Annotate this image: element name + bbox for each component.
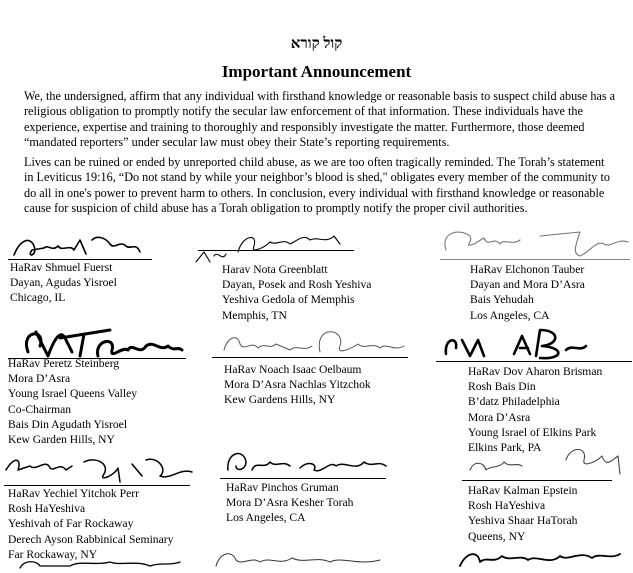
signatory-line: Mora D’Asra Kesher Torah: [226, 496, 354, 510]
signatory-line: Young Israel Queens Valley: [8, 387, 138, 401]
signatory-name: HaRav Peretz Steinberg: [8, 357, 120, 370]
signatory-block: [226, 480, 353, 526]
signatory-line: Young Israel of Elkins Park: [468, 425, 597, 439]
signatory-line: Bais Yehudah: [470, 293, 534, 307]
signatory-line: Co-Chairman: [8, 402, 72, 416]
signatory-line: Chicago, IL: [10, 291, 66, 305]
signatory-block: [8, 486, 173, 562]
signatory-line: Yeshivah of Far Rockaway: [8, 517, 134, 531]
signatory-line: Los Angeles, CA: [226, 511, 306, 525]
signatory-name: HaRav Pinchos Gruman: [226, 481, 339, 494]
signatory-name: Harav Nota Greenblatt: [222, 263, 328, 276]
signatory-line: B’datz Philadelphia: [468, 395, 560, 409]
signatory-name: HaRav Elchonon Tauber: [470, 263, 585, 276]
signatory-block: [222, 262, 371, 323]
signatory-line: Dayan and Mora D’Asra: [470, 278, 585, 292]
signatory-block: [10, 260, 117, 306]
signatory-line: Rosh Bais Din: [468, 380, 536, 394]
signatory-line: Bais Din Agudath Yisroel: [8, 417, 128, 431]
signatory-line: Queens, NY: [468, 529, 526, 543]
signatory-block: [8, 356, 137, 447]
signatory-name: HaRav Yechiel Yitchok Perr: [8, 487, 139, 500]
signatory-name: HaRav Dov Aharon Brisman: [468, 365, 603, 378]
signatory-line: Mora D’Asra: [468, 410, 531, 424]
paragraph-1: We, the undersigned, affirm that any individual with firsthand knowledge or reasonable basis to suspect child abuse has a religious obligation to promptly notify the secular law enforcement of that information. These individuals have the experience, expertise and training to thoroughly and responsibly investigate the matter. Furthermore, those deemed “mandated reporters” under secular law must obey their State’s reporting requirements.: [24, 89, 616, 149]
signatory-line: Rosh HaYeshiva: [8, 502, 86, 516]
hebrew-title: קול קורא: [290, 36, 343, 52]
signatory-line: Derech Ayson Rabbinical Seminary: [8, 532, 174, 546]
signatory-line: Mora D’Asra Nachlas Yitzchok: [224, 378, 371, 392]
signatory-line: Memphis, TN: [222, 308, 287, 322]
signatory-line: Kew Gardens Hills, NY: [224, 393, 336, 407]
signatory-name: HaRav Noach Isaac Oelbaum: [224, 363, 362, 376]
signatory-line: Los Angeles, CA: [470, 308, 550, 322]
signatory-line: Far Rockaway, NY: [8, 547, 98, 561]
signatory-block: [470, 262, 585, 323]
signatory-name: HaRav Shmuel Fuerst: [10, 261, 113, 274]
signatory-line: Yeshiva Gedola of Memphis: [222, 293, 355, 307]
signatory-line: Rosh HaYeshiva: [468, 499, 546, 513]
signatory-name: HaRav Kalman Epstein: [468, 484, 578, 497]
signatory-block: [468, 483, 577, 544]
signatory-line: Elkins Park, PA: [468, 441, 542, 455]
signatory-line: Mora D’Asra: [8, 372, 71, 386]
page-title: Important Announcement: [221, 62, 412, 81]
signatory-line: Kew Garden Hills, NY: [8, 433, 115, 447]
signatory-block: [468, 364, 602, 455]
signatory-line: Dayan, Agudas Yisroel: [10, 276, 117, 290]
signatory-line: Yeshiva Shaar HaTorah: [468, 514, 578, 528]
paragraph-2: Lives can be ruined or ended by unreported child abuse, as we are too often tragically reminded. The Torah’s statement in Leviticus 19:16, “Do not stand by while your neighbor’s blood is shed," obligates every member of the community to do all in one's power to prevent harm to others. In conclusion, every individual with firsthand knowledge or reasonable cause for suspicion of child abuse has a Torah obligation to promptly notify the proper civil authorities.: [24, 155, 610, 215]
signatory-line: Dayan, Posek and Rosh Yeshiva: [222, 278, 372, 292]
signatory-block: [224, 362, 371, 408]
